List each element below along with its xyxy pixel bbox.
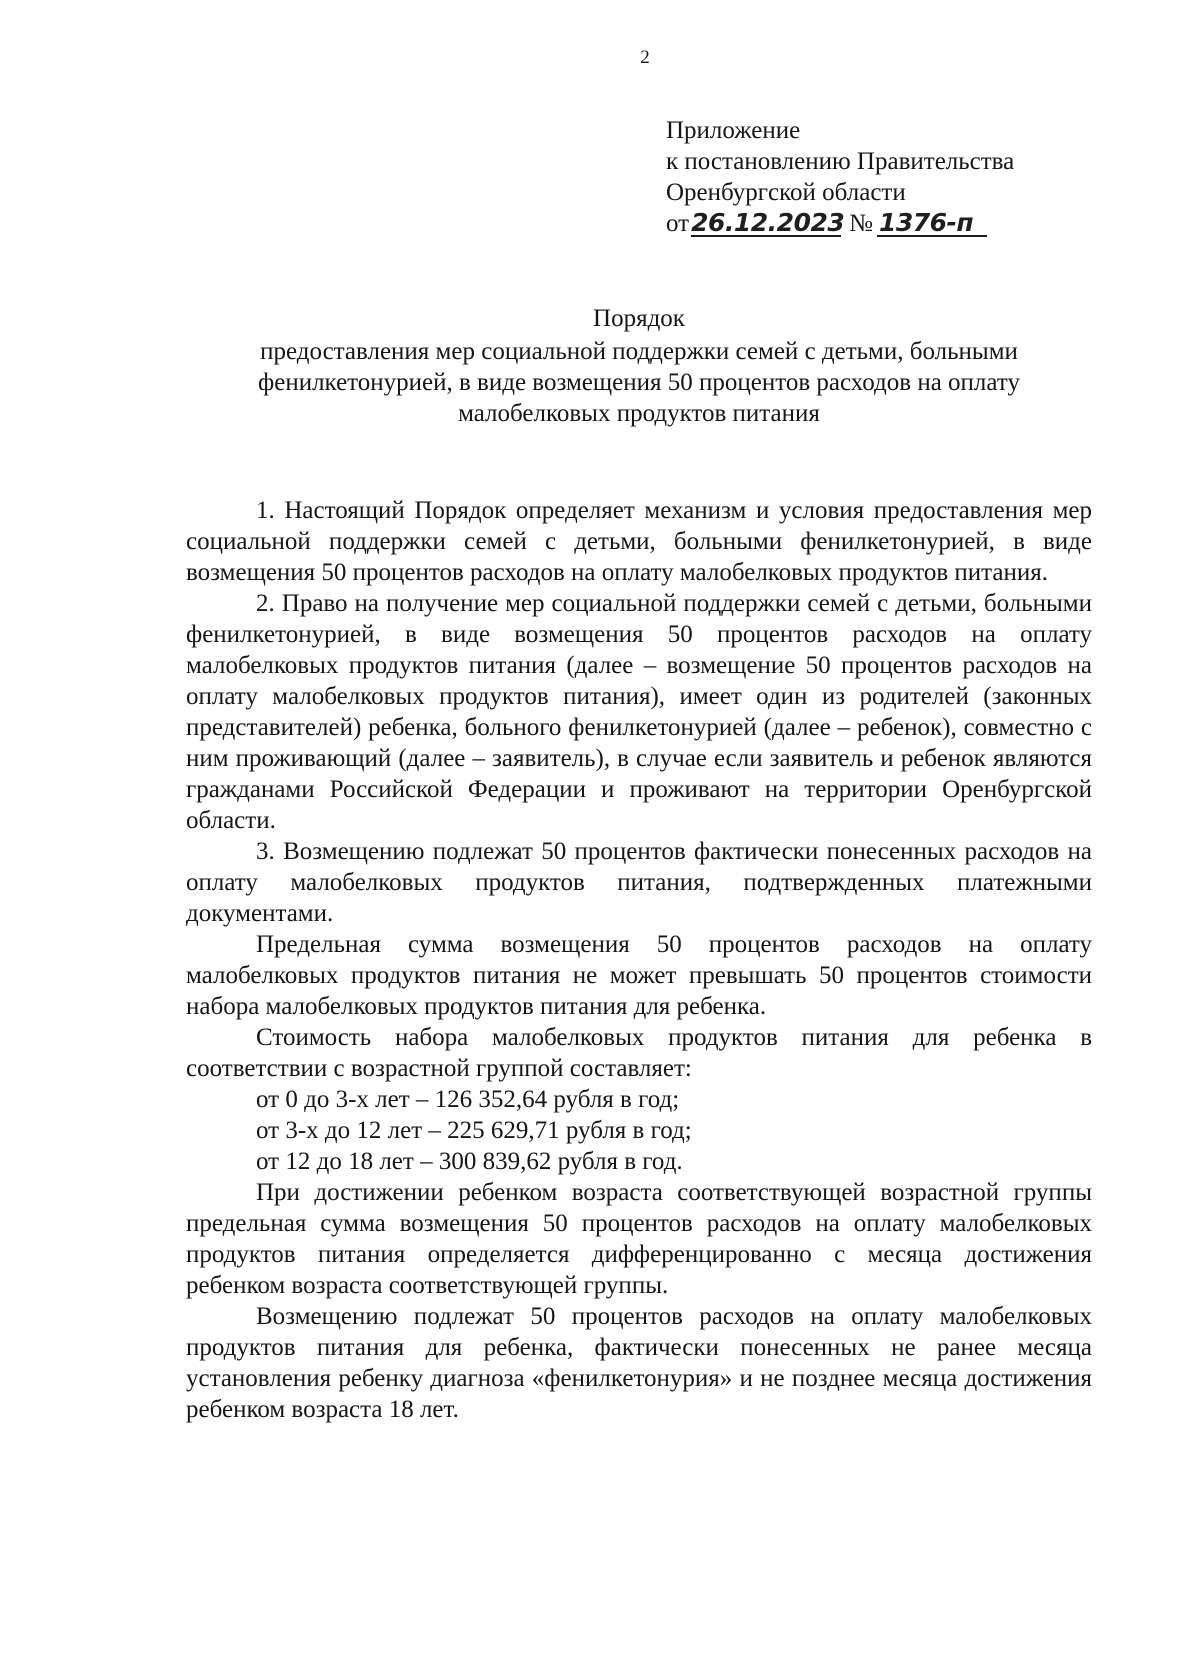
annex-resolution-line: к постановлению Правительства [666,148,1015,175]
document-title: Порядок [593,305,685,332]
document-subtitle [0,336,1200,429]
number-sign: № [849,210,873,237]
paragraph-period: Возмещению подлежат 50 процентов расходов на оплату малобелковых продуктов питания для ребенка, фактически понесенных не ранее месяца установления ребенку диагноза «фенилкетонурия» и не позднее месяца достижения ребенком возраста 18 лет. [186,1303,1092,1423]
paragraph-2: 2. Право на получение мер социальной поддержки семей с детьми, больными фенилкетонурией, в виде возмещения 50 процентов расходов на оплату малобелковых продуктов питания (далее – возмещение 50 процентов расходов на оплату малобелковых продуктов питания), имеет один из родителей (законных представителей) ребенка, больного фенилкетонурией (далее – ребенок), совместно с ним проживающий (далее – заявитель), в случае если заявитель и ребенок являются гражданами Российской Федерации и проживают на территории Оренбургской области. [186,590,1092,834]
handwritten-date: 26.12.2023 [691,208,845,237]
annex-region-line: Оренбургской области [666,179,906,206]
cost-age-3-12: от 3-х до 12 лет – 225 629,71 рубля в год; [256,1117,692,1144]
cost-age-0-3: от 0 до 3-х лет – 126 352,64 рубля в год; [256,1086,680,1113]
paragraph-age-group: При достижении ребенком возраста соответствующей возрастной группы предельная сумма возмещения 50 процентов расходов на оплату малобелковых продуктов питания определяется дифференцированно с месяца достижения ребенком возраста соответствующей группы. [186,1179,1092,1299]
subtitle-line-2: фенилкетонурией, в виде возмещения 50 процентов расходов на оплату [258,369,1020,396]
annex-title: Приложение [666,117,801,144]
page-number: 2 [640,47,650,68]
paragraph-limit: Предельная сумма возмещения 50 процентов расходов на оплату малобелковых продуктов питания не может превышать 50 процентов стоимости набора малобелковых продуктов питания для ребенка. [186,931,1092,1020]
subtitle-line-1: предоставления мер социальной поддержки семей с детьми, больными [260,338,1018,365]
paragraph-cost-intro: Стоимость набора малобелковых продуктов питания для ребенка в соответствии с возрастной группой составляет: [186,1024,1092,1082]
paragraph-3: 3. Возмещению подлежат 50 процентов фактически понесенных расходов на оплату малобелковых продуктов питания, подтвержденных платежными документами. [186,838,1092,927]
document-body [186,495,1092,1425]
cost-age-12-18: от 12 до 18 лет – 300 839,62 рубля в год. [256,1148,683,1175]
date-prefix: от [666,210,690,237]
annex-date-number-line [666,208,1086,239]
subtitle-line-3: малобелковых продуктов питания [458,400,820,427]
annex-header [666,115,1086,239]
handwritten-number: 1376-п [877,211,987,237]
paragraph-1: 1. Настоящий Порядок определяет механизм и условия предоставления мер социальной поддержки семей с детьми, больными фенилкетонурией, в виде возмещения 50 процентов расходов на оплату малобелковых продуктов питания. [186,497,1092,586]
